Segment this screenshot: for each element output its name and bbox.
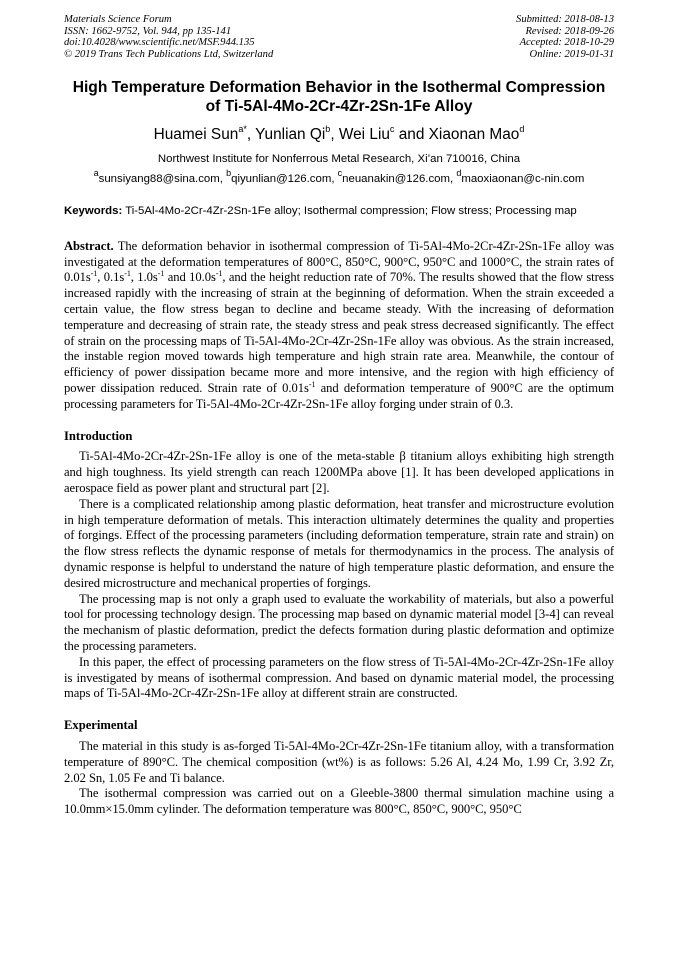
paper-title (64, 79, 614, 116)
author-name: Huamei Sun (153, 126, 239, 144)
journal-header (64, 14, 614, 60)
author-separator: , (246, 126, 256, 144)
abstract (64, 239, 614, 413)
author-name: Xiaonan Mao (428, 126, 520, 144)
title-line-2: of Ti-5Al-4Mo-2Cr-4Zr-2Sn-1Fe Alloy (205, 97, 473, 115)
author-separator: and (394, 126, 429, 144)
keywords-text: Ti-5Al-4Mo-2Cr-4Zr-2Sn-1Fe alloy; Isothermal compression; Flow stress; Processing map (125, 205, 577, 218)
journal-name: Materials Science Forum (64, 14, 172, 25)
accepted-date: Accepted: 2018-10-29 (519, 37, 614, 49)
submission-dates (516, 14, 614, 60)
keywords-label: Keywords: (64, 205, 123, 218)
paragraph: In this paper, the effect of processing parameters on the flow stress of Ti-5Al-4Mo-2Cr-4Zr-2Sn-1Fe alloy is investigated by means of isothermal compression. And based on dynamic material model, the processing maps of Ti-5Al-4Mo-2Cr-4Zr-2Sn-1Fe alloy at different strain are constructed. (64, 654, 614, 701)
email-address: qiyunlian@126.com (231, 173, 332, 186)
online-date: Online: 2019-01-31 (529, 48, 614, 60)
abstract-text: and 10.0s (164, 270, 216, 285)
author-mark: d (519, 124, 525, 135)
paragraph: There is a complicated relationship among plastic deformation, heat transfer and microstructure evolution in high temperature deformation of metals. This interaction ultimately determines the quality and properties of forgings. Effect of the processing parameters (including deformation temperature, strain rate and strain) on the flow stress reflects the dynamic response of metals for thermodynamics in the process. The analysis of dynamic response is helpful to understand the nature of high temperature plastic deformation, and ensure the desired microstructure and mechanical properties of forgings. (64, 496, 614, 590)
copyright-line: © 2019 Trans Tech Publications Ltd, Switzerland (64, 48, 274, 60)
exponent: -1 (308, 379, 316, 389)
author-mark: a* (238, 124, 247, 135)
email-address: sunsiyang88@sina.com (98, 173, 220, 186)
journal-info (64, 14, 273, 60)
experimental-heading: Experimental (64, 718, 138, 733)
author-name: Yunlian Qi (255, 126, 326, 144)
affiliation: Northwest Institute for Nonferrous Metal Research, Xi’an 710016, China (157, 153, 521, 166)
revised-date: Revised: 2018-09-26 (525, 25, 614, 37)
exponent: -1 (124, 269, 131, 279)
email-list (64, 168, 614, 186)
exponent: -1 (215, 269, 223, 279)
abstract-text: , 0.1s (97, 270, 125, 285)
email-mark: b (226, 168, 232, 179)
exponent: -1 (157, 269, 165, 279)
keywords (64, 204, 614, 219)
issn-line: ISSN: 1662-9752, Vol. 944, pp 135-141 (64, 25, 232, 37)
author-name: Wei Liu (338, 126, 390, 144)
abstract-text: , and the height reduction rate of 70%. The results showed that the flow stress increased rapidly with the increasing of strain at the beginning of deformation. When the strain exceeded a certain value, the flow stress began to decline and became steady. With the increasing of deformation temperature and decreasing of strain rate, the steady stress and peak stress decreased significantly. The effect of strain on the processing maps of Ti-5Al-4Mo-2Cr-4Zr-2Sn-1Fe alloy was obvious. As the strain increased, the instable region moved towards high temperature and high strain rate area. Meanwhile, the contour of efficiency of power dissipation became more and more intensive, and the region with high efficiency of power dissipation reduced. Strain rate of 0.01s (64, 270, 615, 396)
abstract-text: , 1.0s (130, 270, 158, 285)
author-list (64, 125, 614, 144)
exponent: -1 (90, 269, 98, 279)
email-separator: , (331, 173, 338, 186)
email-address: neuanakin@126.com (342, 173, 450, 186)
paragraph: The processing map is not only a graph used to evaluate the workability of materials, but also a powerful tool for processing technology design. The processing map based on dynamic material model [3-4] can reveal the mechanism of plastic deformation, predict the defects formation during plastic deformation and optimize the processing parameters. (64, 591, 614, 654)
paragraph: The material in this study is as-forged Ti-5Al-4Mo-2Cr-4Zr-2Sn-1Fe titanium alloy, with a transformation temperature of 890°C. The chemical composition (wt%) is as follows: 5.26 Al, 4.24 Mo, 1.99 Cr, 3.92 Zr, 2.02 Sn, 1.05 Fe and Ti balance. (64, 739, 614, 785)
email-mark: a (93, 168, 99, 179)
email-mark: c (337, 168, 343, 179)
submitted-date: Submitted: 2018-08-13 (516, 14, 614, 25)
email-separator: , (450, 173, 457, 186)
paper-page (64, 14, 614, 818)
email-separator: , (219, 173, 227, 186)
email-mark: d (456, 168, 462, 179)
title-line-1: High Temperature Deformation Behavior in the Isothermal Compression (72, 79, 606, 97)
author-mark: c (389, 124, 395, 135)
email-address: maoxiaonan@c-nin.com (461, 173, 585, 186)
abstract-label: Abstract. (64, 238, 114, 253)
doi-line: doi:10.4028/www.scientific.net/MSF.944.135 (64, 37, 255, 49)
author-mark: b (325, 124, 331, 135)
abstract-text: and deformation temperature of 900°C are the optimum processing parameters for Ti-5Al-4Mo-2Cr-4Zr-2Sn-1Fe alloy forging under strain of 0.3. (64, 381, 614, 411)
paragraph: The isothermal compression was carried out on a Gleeble-3800 thermal simulation machine using a 10.0mm×15.0mm cylinder. The deformation temperature was 800°C, 850°C, 900°C, 950°C (64, 786, 614, 817)
author-separator: , (330, 126, 339, 144)
paragraph: Ti-5Al-4Mo-2Cr-4Zr-2Sn-1Fe alloy is one of the meta-stable β titanium alloys exhibiting high strength and high toughness. Its yield strength can reach 1200MPa above [1]. It has been developed applications in aerospace field as power plant and structural part [2]. (64, 449, 614, 496)
introduction-heading: Introduction (64, 428, 133, 443)
abstract-text: The deformation behavior in isothermal compression of Ti-5Al-4Mo-2Cr-4Zr-2Sn-1Fe alloy was investigated at the deformation temperatures of 800°C, 850°C, 900°C, 950°C and 1000°C, the strain rates of 0.01s (64, 238, 614, 285)
